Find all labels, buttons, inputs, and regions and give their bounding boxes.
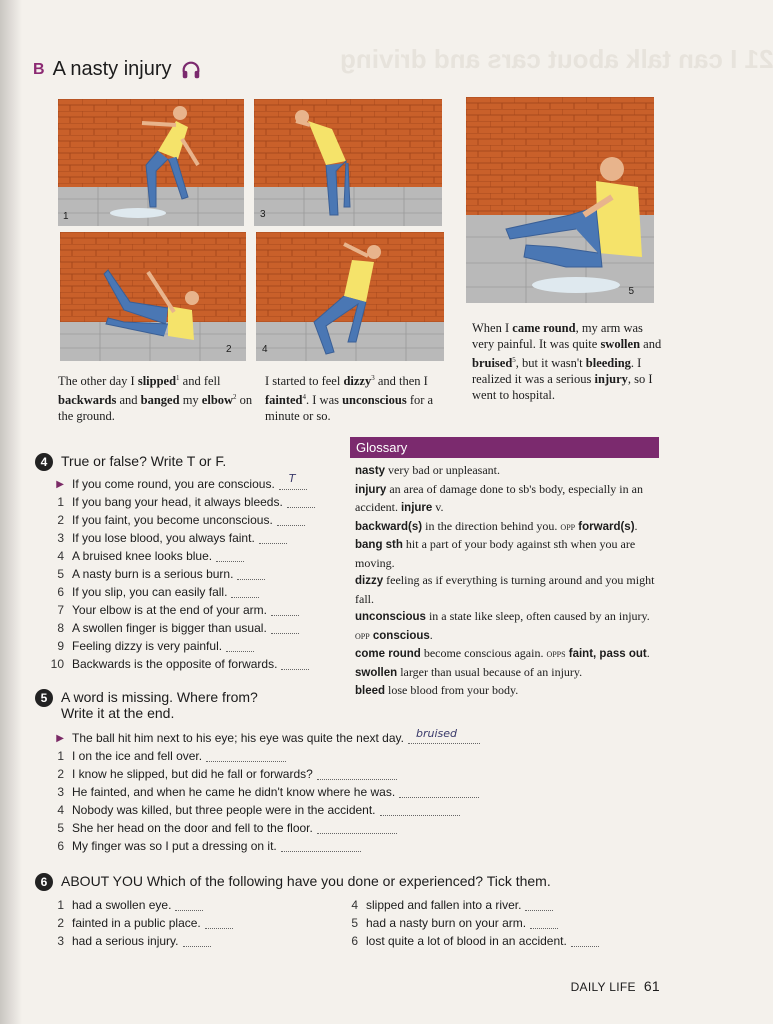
- question-number: 4: [57, 549, 64, 563]
- answer-blank[interactable]: [287, 497, 315, 508]
- exercise-4-title: [35, 453, 226, 471]
- panel-number: 5: [628, 286, 634, 297]
- glossary-entry: [355, 682, 667, 701]
- question-text: If you slip, you can easily fall.: [72, 585, 228, 599]
- answer-blank[interactable]: [279, 471, 307, 490]
- section-title: A nasty injury: [52, 58, 172, 80]
- question-number: 10: [50, 657, 64, 671]
- caption-text: and fell: [179, 374, 221, 389]
- panel-number: 4: [262, 344, 268, 355]
- answer-blank[interactable]: [231, 587, 259, 598]
- answer-blank[interactable]: [317, 823, 397, 834]
- question-row: [44, 619, 315, 637]
- glossary-suffix: .: [429, 627, 433, 642]
- question-text: If you lose blood, you always faint.: [72, 531, 255, 545]
- glossary-entry: [355, 645, 667, 664]
- question-row: [44, 601, 315, 619]
- glossary-suffix: .: [634, 518, 638, 533]
- illustration-panel-5: [466, 97, 654, 303]
- caption-keyword: bruised: [472, 356, 513, 371]
- exercise-6-left: [44, 896, 233, 950]
- glossary-term: unconscious: [355, 611, 426, 623]
- footnote-mark: 5: [512, 356, 516, 364]
- question-number: 6: [57, 839, 64, 853]
- illustration-panel-1: [58, 99, 244, 226]
- exercise-4-list: [44, 471, 315, 673]
- caption-text: , so I went to hospital.: [472, 372, 653, 403]
- question-number: 7: [57, 603, 64, 617]
- glossary-related: faint, pass out: [565, 648, 647, 660]
- glossary-entry: [355, 462, 667, 481]
- question-text: A nasty burn is a serious burn.: [72, 567, 234, 581]
- question-number: 5: [351, 916, 358, 930]
- answer-blank[interactable]: [281, 659, 309, 670]
- exercise-number: 5: [35, 689, 53, 707]
- answer-blank[interactable]: [399, 787, 479, 798]
- footnote-mark: 1: [176, 374, 180, 382]
- caption-text: , but it wasn't: [515, 356, 586, 371]
- glossary-definition: in the direction behind you.: [422, 518, 561, 533]
- question-number: 6: [351, 934, 358, 948]
- panel-number: 1: [63, 211, 69, 222]
- question-text: lost quite a lot of blood in an accident.: [366, 934, 567, 948]
- question-row: [44, 747, 480, 765]
- glossary-heading: Glossary: [350, 437, 659, 458]
- exercise-instruction: True or false? Write T or F.: [61, 453, 227, 469]
- opposite-label: OPP: [560, 522, 576, 532]
- footnote-mark: 2: [233, 393, 237, 402]
- glossary-entry: [355, 536, 667, 572]
- glossary-term: dizzy: [355, 575, 384, 587]
- glossary-definition: very bad or unpleasant.: [385, 463, 501, 477]
- caption-text: . I realized it was a serious: [472, 356, 642, 387]
- tick-blank[interactable]: [571, 936, 599, 947]
- question-number: 5: [57, 821, 64, 835]
- page-gutter-shadow: [0, 0, 22, 1024]
- caption-keyword: came round: [512, 321, 576, 335]
- instruction-line-2: Write it at the end.: [61, 705, 175, 721]
- question-text: Feeling dizzy is very painful.: [72, 639, 223, 653]
- glossary-definition: in a state like sleep, often caused by an injury.: [425, 609, 650, 623]
- tick-item: [44, 914, 233, 932]
- question-number: 9: [57, 639, 64, 653]
- question-row: [44, 583, 315, 601]
- glossary-definition: lose blood from your body.: [385, 683, 519, 697]
- handwritten-answer: bruised: [415, 726, 457, 740]
- caption-keyword: injury: [594, 372, 628, 387]
- headphones-icon[interactable]: [180, 59, 202, 81]
- question-number: 6: [57, 585, 64, 599]
- question-number: 1: [57, 898, 64, 912]
- caption-keyword: unconscious: [342, 393, 407, 408]
- question-number: 1: [57, 495, 64, 509]
- glossary-related: forward(s): [575, 520, 635, 533]
- question-row: [44, 819, 480, 837]
- illustration-panel-4: [256, 232, 444, 361]
- question-text: Your elbow is at the end of your arm.: [72, 603, 267, 617]
- exercise-6-title: [35, 873, 551, 891]
- question-row: [44, 783, 480, 801]
- question-text: A bruised knee looks blue.: [72, 549, 213, 563]
- caption-keyword: bleeding: [585, 356, 631, 371]
- caption-keyword: backwards: [58, 393, 117, 408]
- question-number: 3: [57, 785, 64, 799]
- caption-keyword: dizzy: [343, 374, 372, 389]
- caption-text: . I was: [306, 393, 343, 408]
- panel-number: 2: [226, 344, 232, 355]
- section-heading: [33, 58, 202, 81]
- question-row: [44, 565, 315, 583]
- question-row: [44, 547, 315, 565]
- caption-text: on the ground.: [58, 393, 253, 424]
- question-number: 3: [57, 934, 64, 948]
- question-row: [44, 471, 315, 493]
- tick-blank[interactable]: [183, 936, 211, 947]
- show-through-heading: 21 I can talk about cars and driving: [340, 44, 773, 74]
- question-text: fainted in a public place.: [72, 916, 201, 930]
- answer-blank[interactable]: [277, 515, 305, 526]
- question-text: If you come round, you are conscious.: [72, 477, 275, 491]
- example-marker: ▶: [56, 732, 64, 744]
- question-number: 2: [57, 916, 64, 930]
- tick-blank[interactable]: [530, 918, 558, 929]
- glossary-term: bang sth: [355, 539, 403, 551]
- example-marker: ▶: [56, 478, 64, 490]
- question-row: [44, 765, 480, 783]
- question-number: 3: [57, 531, 64, 545]
- question-row: [44, 726, 480, 747]
- illustration-panel-3: [254, 99, 442, 226]
- glossary-definition: feeling as if everything is turning around and you might fall.: [355, 573, 655, 606]
- question-text: had a swollen eye.: [72, 898, 172, 912]
- glossary-entry: [355, 664, 667, 683]
- question-row: [44, 493, 315, 511]
- glossary-term: come round: [355, 648, 421, 660]
- tick-blank[interactable]: [205, 918, 233, 929]
- glossary-list: [355, 462, 667, 701]
- caption-text: I started to feel: [265, 374, 344, 389]
- answer-blank[interactable]: [216, 551, 244, 562]
- exercise-instruction: [61, 689, 258, 721]
- glossary-suffix: .: [646, 646, 650, 660]
- question-number: 1: [57, 749, 64, 763]
- caption-text: for a minute or so.: [265, 393, 434, 424]
- answer-blank[interactable]: [206, 751, 286, 762]
- glossary-entry: [355, 608, 667, 645]
- answer-blank[interactable]: [226, 641, 254, 652]
- tick-blank[interactable]: [175, 900, 203, 911]
- question-text: I on the ice and fell over.: [72, 749, 203, 763]
- question-row: [44, 511, 315, 529]
- glossary-term: injury: [355, 483, 387, 496]
- answer-blank[interactable]: [408, 726, 480, 744]
- question-number: 8: [57, 621, 64, 635]
- question-text: She her head on the door and fell to the floor.: [72, 821, 313, 835]
- caption-keyword: slipped: [137, 374, 177, 389]
- question-number: 2: [57, 513, 64, 527]
- question-text: If you faint, you become unconscious.: [72, 513, 273, 527]
- caption-text: and: [116, 393, 141, 408]
- caption-2: [265, 370, 455, 424]
- answer-blank[interactable]: [317, 769, 397, 780]
- question-number: 2: [57, 767, 64, 781]
- exercise-6-right: [338, 896, 599, 950]
- caption-1: [58, 370, 253, 424]
- footer-label: DAILY LIFE: [570, 980, 636, 994]
- question-text: A swollen finger is bigger than usual.: [72, 621, 267, 635]
- question-text: Nobody was killed, but three people were in the accident.: [72, 803, 376, 817]
- exercise-instruction: ABOUT YOU Which of the following have you done or experienced? Tick them.: [61, 873, 551, 889]
- caption-text: and: [640, 337, 662, 351]
- glossary-term: bleed: [355, 685, 386, 697]
- caption-text: The other day I: [58, 374, 138, 389]
- answer-blank[interactable]: [281, 841, 361, 852]
- question-row: [44, 655, 315, 673]
- tick-item: [44, 932, 233, 950]
- question-row: [44, 837, 480, 855]
- question-text: If you bang your head, it always bleeds.: [72, 495, 283, 509]
- panel-number: 3: [260, 209, 266, 220]
- tick-item: [338, 896, 599, 914]
- question-row: [44, 801, 480, 819]
- glossary-term: nasty: [355, 465, 386, 477]
- opposite-label: OPP: [355, 631, 370, 641]
- answer-blank[interactable]: [237, 569, 265, 580]
- caption-keyword: elbow: [201, 393, 234, 408]
- tick-item: [338, 932, 599, 950]
- footnote-mark: 3: [371, 374, 375, 382]
- caption-keyword: banged: [140, 393, 180, 408]
- page-footer: [571, 978, 660, 994]
- glossary-entry: [355, 518, 667, 537]
- tick-blank[interactable]: [525, 900, 553, 911]
- glossary-related: conscious: [369, 629, 430, 642]
- question-number: 5: [57, 567, 64, 581]
- caption-text: When I: [472, 321, 513, 335]
- exercise-number: 4: [35, 453, 53, 471]
- question-text: He fainted, and when he came he didn't know where he was.: [72, 785, 396, 799]
- tick-item: [44, 896, 233, 914]
- answer-blank[interactable]: [271, 623, 299, 634]
- glossary-definition: become conscious again.: [420, 646, 547, 660]
- exercise-5-title: [35, 689, 258, 721]
- glossary-definition: hit a part of your body against sth when you are moving.: [355, 537, 636, 570]
- instruction-line-1: A word is missing. Where from?: [61, 689, 258, 705]
- caption-text: and then I: [374, 374, 428, 389]
- glossary-entry: [355, 481, 667, 518]
- caption-text: my: [179, 393, 202, 408]
- question-text: had a serious injury.: [72, 934, 179, 948]
- illustration-panel-2: [60, 232, 246, 361]
- glossary-entry: [355, 572, 667, 608]
- question-number: 4: [351, 898, 358, 912]
- page-number: 61: [643, 978, 660, 994]
- exercise-number: 6: [35, 873, 53, 891]
- glossary-term: swollen: [355, 666, 398, 679]
- section-letter: B: [33, 60, 45, 78]
- glossary-related: injure: [400, 502, 433, 514]
- answer-blank[interactable]: [259, 533, 287, 544]
- answer-blank[interactable]: [380, 805, 460, 816]
- handwritten-answer: T: [288, 471, 296, 485]
- question-row: [44, 637, 315, 655]
- caption-keyword: fainted: [265, 393, 303, 408]
- glossary-suffix: v.: [432, 500, 444, 514]
- exercise-5-list: [44, 726, 480, 855]
- glossary-term: backward(s): [355, 520, 423, 533]
- question-text: I know he slipped, but did he fall or forwards?: [72, 767, 313, 781]
- caption-3: [472, 320, 662, 403]
- question-text: slipped and fallen into a river.: [366, 898, 522, 912]
- glossary-definition: an area of damage done to sb's body, especially in an accident.: [355, 481, 643, 514]
- caption-text: , my arm was very painful. It was quite: [472, 321, 643, 351]
- question-number: 4: [57, 803, 64, 817]
- answer-blank[interactable]: [271, 605, 299, 616]
- tick-item: [338, 914, 599, 932]
- question-text: My finger was so I put a dressing on it.: [72, 839, 277, 853]
- question-text: The ball hit him next to his eye; his eye was quite the next day.: [72, 731, 404, 745]
- opposite-label: OPPS: [546, 650, 566, 659]
- question-row: [44, 529, 315, 547]
- footnote-mark: 4: [302, 393, 306, 402]
- caption-keyword: swollen: [600, 337, 641, 351]
- question-text: had a nasty burn on your arm.: [366, 916, 527, 930]
- glossary-definition: larger than usual because of an injury.: [397, 664, 583, 679]
- question-text: Backwards is the opposite of forwards.: [72, 657, 278, 671]
